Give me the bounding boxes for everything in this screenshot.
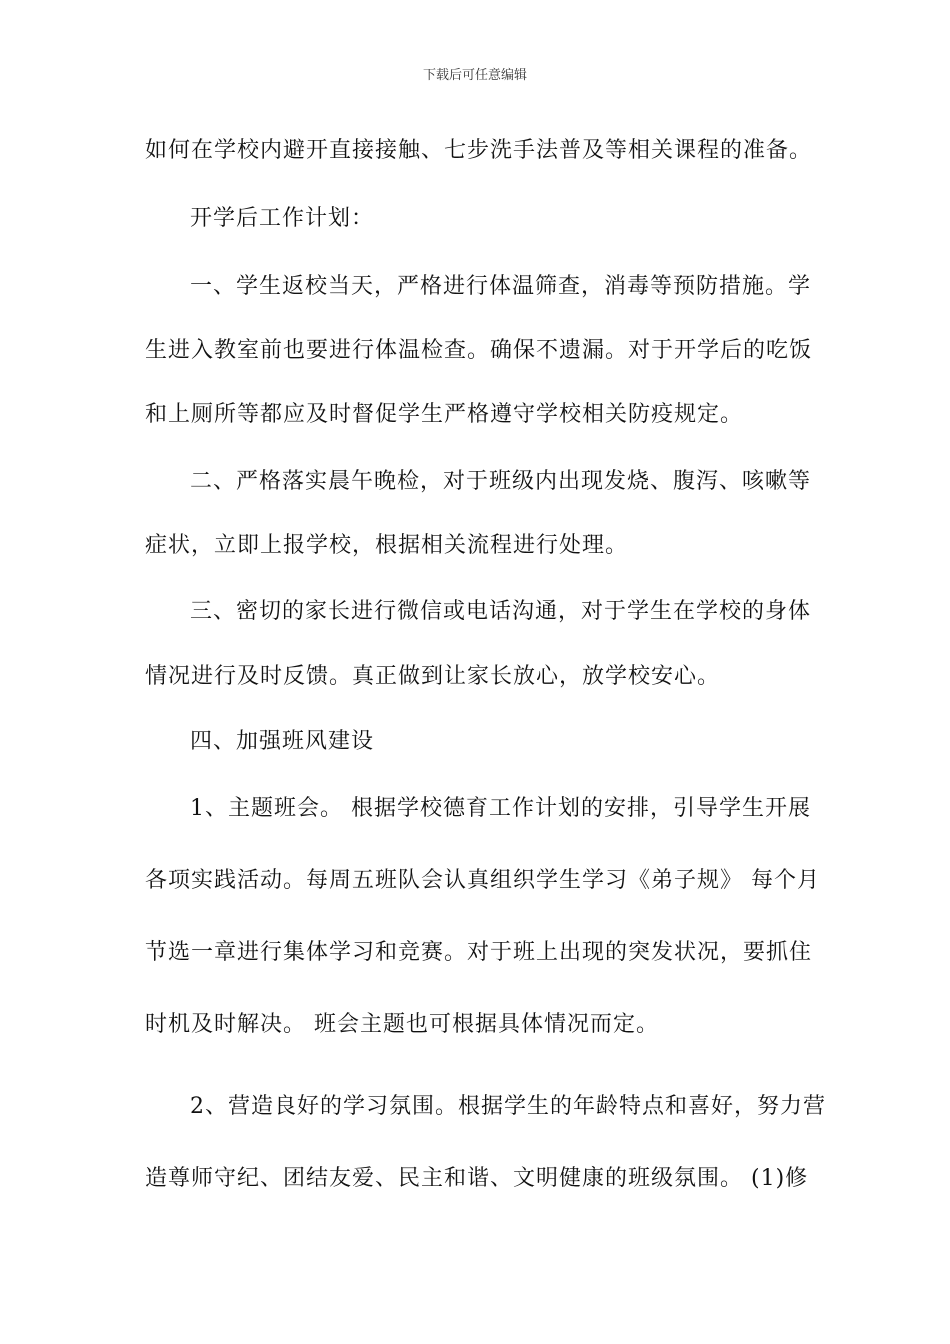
text-line: 1、主题班会。 根据学校德育工作计划的安排，引导学生开展	[190, 796, 811, 821]
text-line: 一、学生返校当天，严格进行体温筛查，消毒等预防措施。学	[190, 274, 812, 299]
text-line: 各项实践活动。每周五班队会认真组织学生学习《弟子规》 每个月	[145, 868, 820, 893]
text-line: 时机及时解决。 班会主题也可根据具体情况而定。	[145, 1012, 659, 1037]
text-line: 生进入教室前也要进行体温检查。确保不遗漏。对于开学后的吃饭	[145, 338, 813, 363]
text-line: 2、营造良好的学习氛围。根据学生的年龄特点和喜好，努力营	[190, 1094, 826, 1119]
text-line: 开学后工作计划：	[190, 206, 375, 231]
text-line: 如何在学校内避开直接接触、七步洗手法普及等相关课程的准备。	[145, 138, 813, 163]
page-header: 下载后可任意编辑	[422, 68, 527, 83]
text-line: 三、密切的家长进行微信或电话沟通，对于学生在学校的身体	[190, 599, 812, 624]
text-line: 节选一章进行集体学习和竞赛。对于班上出现的突发状况，要抓住	[145, 940, 813, 965]
text-line: 二、严格落实晨午晚检，对于班级内出现发烧、腹泻、咳嗽等	[190, 469, 812, 494]
text-line: 造尊师守纪、团结友爱、民主和谐、文明健康的班级氛围。 (1)修	[145, 1166, 809, 1191]
text-line: 四、加强班风建设	[190, 729, 375, 754]
text-line: 和上厕所等都应及时督促学生严格遵守学校相关防疫规定。	[145, 402, 744, 427]
text-line: 情况进行及时反馈。真正做到让家长放心，放学校安心。	[145, 664, 721, 689]
text-line: 症状，立即上报学校，根据相关流程进行处理。	[145, 533, 629, 558]
